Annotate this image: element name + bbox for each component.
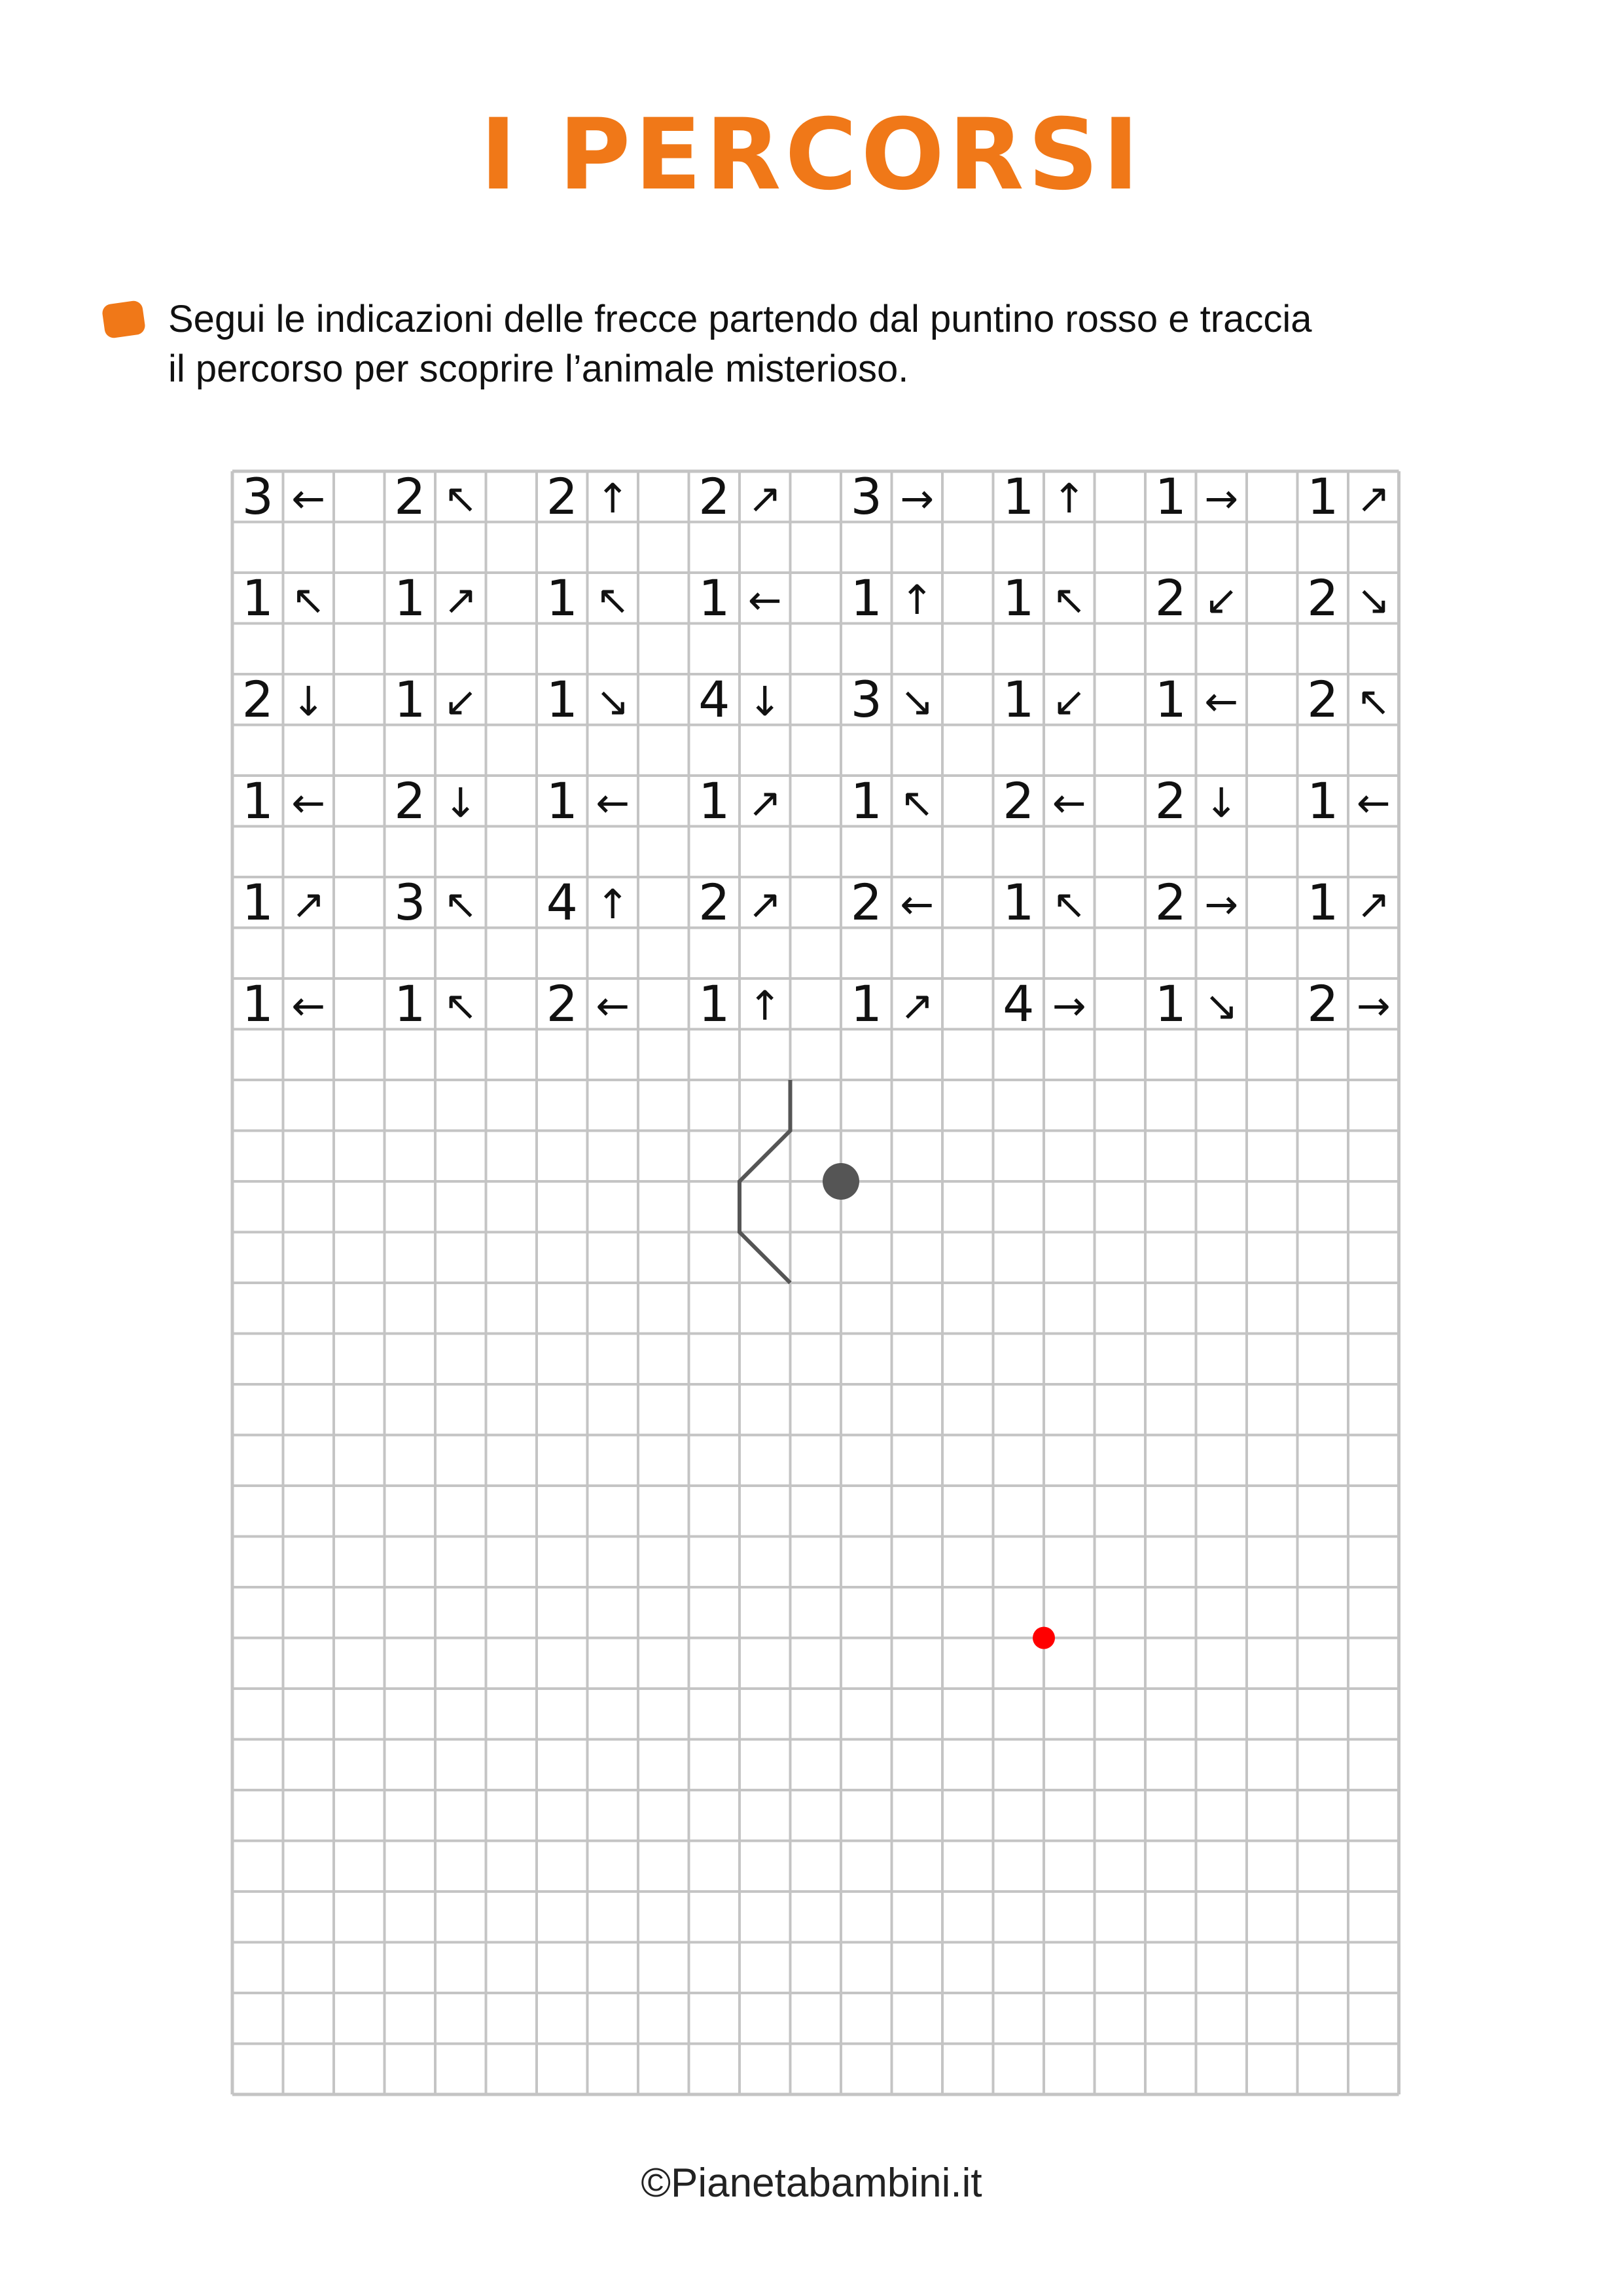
direction-arrow-icon: →: [1204, 880, 1239, 928]
direction-arrow-icon: ↗: [1356, 880, 1391, 928]
direction-arrow-icon: ↖: [291, 575, 326, 624]
direction-arrow-icon: ↑: [900, 575, 935, 624]
eye-dot: [823, 1163, 859, 1200]
direction-arrow-icon: ←: [1356, 778, 1391, 827]
step-count: 1: [546, 670, 578, 728]
step-count: 4: [1003, 974, 1035, 1033]
step-count: 2: [1307, 974, 1339, 1033]
step-count: 1: [1154, 974, 1186, 1033]
step-count: 1: [850, 974, 882, 1033]
step-count: 1: [1003, 568, 1035, 627]
step-count: 1: [1003, 872, 1035, 931]
direction-arrow-icon: ↘: [900, 677, 935, 725]
direction-arrow-icon: ↖: [1052, 880, 1086, 928]
direction-arrow-icon: ↖: [443, 880, 478, 928]
direction-arrow-icon: ←: [1052, 778, 1086, 827]
direction-arrow-icon: ↑: [747, 981, 782, 1030]
step-count: 2: [698, 872, 730, 931]
direction-arrow-icon: ↓: [291, 677, 326, 725]
direction-arrow-icon: ↗: [747, 880, 782, 928]
step-count: 4: [698, 670, 730, 728]
instructions-line-1: Segui le indicazioni delle frecce partendo dal puntino rosso e traccia: [168, 298, 1312, 340]
step-count: 2: [394, 771, 426, 830]
step-count: 2: [1003, 771, 1035, 830]
step-count: 1: [1307, 467, 1339, 526]
step-count: 1: [546, 771, 578, 830]
step-count: 2: [546, 467, 578, 526]
direction-arrow-icon: ↘: [1356, 575, 1391, 624]
direction-arrow-icon: ↗: [443, 575, 478, 624]
step-count: 3: [850, 670, 882, 728]
instructions-line-2: il percorso per scoprire l’animale misterioso.: [168, 348, 909, 390]
step-count: 1: [698, 568, 730, 627]
step-count: 1: [546, 568, 578, 627]
direction-arrow-icon: ↑: [1052, 474, 1086, 522]
step-count: 1: [698, 974, 730, 1033]
step-count: 1: [850, 568, 882, 627]
direction-arrow-icon: ←: [596, 778, 630, 827]
direction-arrow-icon: ←: [900, 880, 935, 928]
step-count: 2: [1307, 568, 1339, 627]
direction-arrow-icon: ↗: [291, 880, 326, 928]
step-count: 1: [1154, 467, 1186, 526]
step-count: 1: [394, 974, 426, 1033]
step-count: 1: [1307, 872, 1339, 931]
direction-arrow-icon: ↗: [747, 778, 782, 827]
step-count: 2: [1307, 670, 1339, 728]
step-count: 1: [394, 568, 426, 627]
step-count: 2: [1154, 771, 1186, 830]
direction-arrow-icon: ↓: [747, 677, 782, 725]
direction-arrow-icon: →: [1204, 474, 1239, 522]
step-count: 2: [850, 872, 882, 931]
direction-arrow-icon: ↖: [900, 778, 935, 827]
step-count: 1: [1154, 670, 1186, 728]
direction-arrow-icon: ↘: [596, 677, 630, 725]
direction-arrow-icon: ↖: [596, 575, 630, 624]
step-count: 3: [850, 467, 882, 526]
step-count: 3: [241, 467, 274, 526]
direction-arrow-icon: ↑: [596, 880, 630, 928]
step-count: 2: [698, 467, 730, 526]
start-dot: [1033, 1627, 1055, 1649]
step-count: 1: [1003, 467, 1035, 526]
step-count: 2: [1154, 568, 1186, 627]
direction-arrow-icon: →: [1052, 981, 1086, 1030]
direction-arrow-icon: ←: [1204, 677, 1239, 725]
direction-arrow-icon: ↘: [1204, 981, 1239, 1030]
step-count: 1: [1307, 771, 1339, 830]
step-count: 1: [698, 771, 730, 830]
step-count: 2: [241, 670, 274, 728]
step-count: 1: [241, 872, 274, 931]
direction-arrow-icon: ↖: [1052, 575, 1086, 624]
step-count: 2: [1154, 872, 1186, 931]
direction-arrow-icon: →: [900, 474, 935, 522]
step-count: 2: [546, 974, 578, 1033]
step-count: 2: [394, 467, 426, 526]
step-count: 3: [394, 872, 426, 931]
direction-arrow-icon: ↖: [443, 981, 478, 1030]
direction-arrow-icon: ↙: [1052, 677, 1086, 725]
direction-arrow-icon: ←: [291, 474, 326, 522]
direction-arrow-icon: ←: [291, 981, 326, 1030]
step-count: 1: [1003, 670, 1035, 728]
direction-arrow-icon: →: [1356, 981, 1391, 1030]
direction-arrow-icon: ↙: [443, 677, 478, 725]
direction-arrow-icon: ↖: [1356, 677, 1391, 725]
direction-arrow-icon: ↖: [443, 474, 478, 522]
step-count: 1: [850, 771, 882, 830]
direction-arrow-icon: ↗: [1356, 474, 1391, 522]
direction-arrow-icon: ←: [596, 981, 630, 1030]
direction-arrow-icon: ↗: [900, 981, 935, 1030]
page-title: I PERCORSI: [480, 98, 1143, 212]
direction-arrow-icon: ←: [747, 575, 782, 624]
step-count: 1: [241, 974, 274, 1033]
step-count: 1: [394, 670, 426, 728]
direction-arrow-icon: ←: [291, 778, 326, 827]
direction-arrow-icon: ↓: [443, 778, 478, 827]
direction-arrow-icon: ↙: [1204, 575, 1239, 624]
footer-copyright: ©Pianetabambini.it: [641, 2161, 982, 2206]
step-count: 1: [241, 771, 274, 830]
direction-arrow-icon: ↗: [747, 474, 782, 522]
direction-arrow-icon: ↑: [596, 474, 630, 522]
step-count: 4: [546, 872, 578, 931]
direction-arrow-icon: ↓: [1204, 778, 1239, 827]
step-count: 1: [241, 568, 274, 627]
